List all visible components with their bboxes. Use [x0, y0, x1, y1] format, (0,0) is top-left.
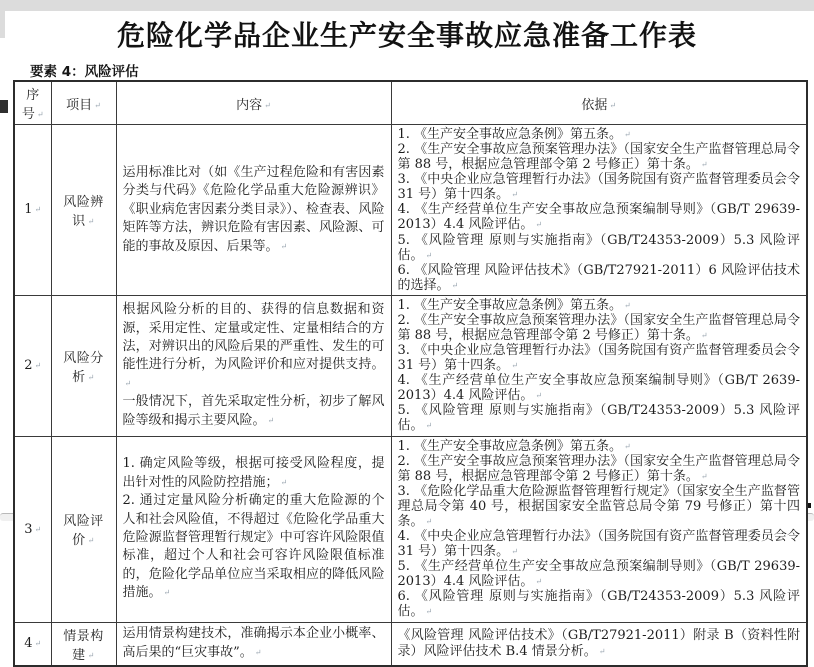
scan-edge-top: [0, 0, 814, 11]
row-no: 4 ↵: [14, 622, 51, 666]
row-basis: [391, 125, 807, 296]
basis-item: 1. 《生产安全事故应急条例》第五条。 ↵: [398, 298, 801, 313]
header-item: 项目 ↵: [51, 81, 116, 125]
row-basis: [391, 436, 807, 622]
basis-item: 6. 《风险管理 原则与实施指南》（GB/T24353-2009）5.3 风险评估。 ↵: [398, 589, 801, 619]
content-paragraph: 2. 通过定量风险分析确定的重大危险源的个人和社会风险值，不得超过《危险化学品重大危险源监督管理暂行规定》中可容许风险限值标准，超过个人和社会可容许风险限值标准的，危险化学品单位应当采取相应的降低风险措施。 ↵: [123, 492, 385, 603]
page-artifact-anchor: [0, 100, 8, 113]
content-paragraph: 运用标准比对（如《生产过程危险和有害因素分类与代码》《危险化学品重大危险源辨识》《职业病危害因素分类目录》）、检查表、风险矩阵等方法，辨识危险有害因素、风险源、可能的事故及原因、后果等。 ↵: [123, 164, 385, 256]
basis-item: 2. 《生产安全事故应急预案管理办法》（国家安全生产监督管理总局令第 88 号，根据应急管理部令第 2 号修正）第十条。 ↵: [398, 454, 801, 484]
row-no: 1 ↵: [14, 125, 51, 296]
basis-item: 4. 《中央企业应急管理暂行办法》（国务院国有资产监督管理委员会令 31 号）第十四条。 ↵: [398, 529, 801, 559]
content-paragraph: 根据风险分析的目的、获得的信息数据和资源，采用定性、定量或定性、定量相结合的方法，对辨识出的风险后果的严重性、发生的可能性进行分析，为风险评价和应对提供支持。 ↵: [123, 301, 385, 393]
row-no: 2 ↵: [14, 295, 51, 436]
basis-item: 2. 《生产安全事故应急预案管理办法》（国家安全生产监督管理总局令第 88 号，根据应急管理部令第 2 号修正）第十条。 ↵: [398, 142, 801, 172]
row-content: [116, 295, 391, 436]
row-content: [116, 436, 391, 622]
content-paragraph: 运用情景构建技术，准确揭示本企业小概率、高后果的“巨灾事故”。 ↵: [123, 625, 385, 662]
row-item: 情景构建 ↵: [51, 622, 116, 666]
basis-item: 1. 《生产安全事故应急条例》第五条。 ↵: [398, 439, 801, 454]
row-item: 风险分析 ↵: [51, 295, 116, 436]
basis-item: 5. 《风险管理 原则与实施指南》（GB/T24353-2009）5.3 风险评估。 ↵: [398, 233, 801, 263]
basis-item: 4. 《生产经营单位生产安全事故应急预案编制导则》（GB/T 29639-2013）4.4 风险评估。 ↵: [398, 202, 801, 232]
table-row: [14, 295, 807, 436]
basis-item: 1. 《生产安全事故应急条例》第五条。 ↵: [398, 127, 801, 142]
header-basis: 依据 ↵: [391, 81, 807, 125]
page-title: 危险化学品企业生产安全事故应急准备工作表: [116, 19, 697, 52]
content-paragraph: 一般情况下，首先采取定性分析，初步了解风险等级和揭示主要风险。 ↵: [123, 393, 385, 430]
basis-item: 5. 《生产经营单位生产安全事故应急预案编制导则》（GB/T 29639-2013）4.4 风险评估。 ↵: [398, 559, 801, 589]
section-label: 要素 4：风险评估: [30, 64, 139, 80]
table-header-row: [14, 81, 807, 125]
basis-item: 6. 《风险管理 风险评估技术》（GB/T27921-2011）6 风险评估技术的选择。 ↵: [398, 263, 801, 293]
worksheet-table: [13, 80, 808, 667]
basis-item: 2. 《生产安全事故应急预案管理办法》（国家安全生产监督管理总局令第 88 号，根据应急管理部令第 2 号修正）第十条。 ↵: [398, 313, 801, 343]
basis-item: 3. 《中央企业应急管理暂行办法》（国务院国有资产监督管理委员会令 31 号）第十四条。 ↵: [398, 172, 801, 202]
table-row: [14, 436, 807, 622]
basis-item: 3. 《危险化学品重大危险源监督管理暂行规定》（国家安全生产监督管理总局令第 40 号，根据国家安全监管总局令第 79 号修正）第十四条。 ↵: [398, 484, 801, 529]
row-item: 风险辨识 ↵: [51, 125, 116, 296]
table-row: [14, 622, 807, 666]
table-row: [14, 125, 807, 296]
row-item: 风险评价 ↵: [51, 436, 116, 622]
header-content: 内容 ↵: [116, 81, 391, 125]
row-basis: [391, 295, 807, 436]
row-content: [116, 622, 391, 666]
basis-item: 4. 《生产经营单位生产安全事故应急预案编制导则》（GB/T 2639-2013）4.4 风险评估。 ↵: [398, 373, 801, 403]
basis-item: 5. 《风险管理 原则与实施指南》（GB/T24353-2009）5.3 风险评估。 ↵: [398, 403, 801, 433]
row-basis: [391, 622, 807, 666]
content-paragraph: 1. 确定风险等级，根据可接受风险程度，提出针对性的风险防控措施； ↵: [123, 455, 385, 492]
row-no: 3 ↵: [14, 436, 51, 622]
basis-item: 《风险管理 风险评估技术》（GB/T27921-2011）附录 B（资料性附录）风险评估技术 B.4 情景分析。 ↵: [398, 628, 801, 658]
basis-item: 3. 《中央企业应急管理暂行办法》（国务院国有资产监督管理委员会令 31 号）第十四条。 ↵: [398, 343, 801, 373]
row-content: [116, 125, 391, 296]
header-no: 序号 ↵: [14, 81, 51, 125]
